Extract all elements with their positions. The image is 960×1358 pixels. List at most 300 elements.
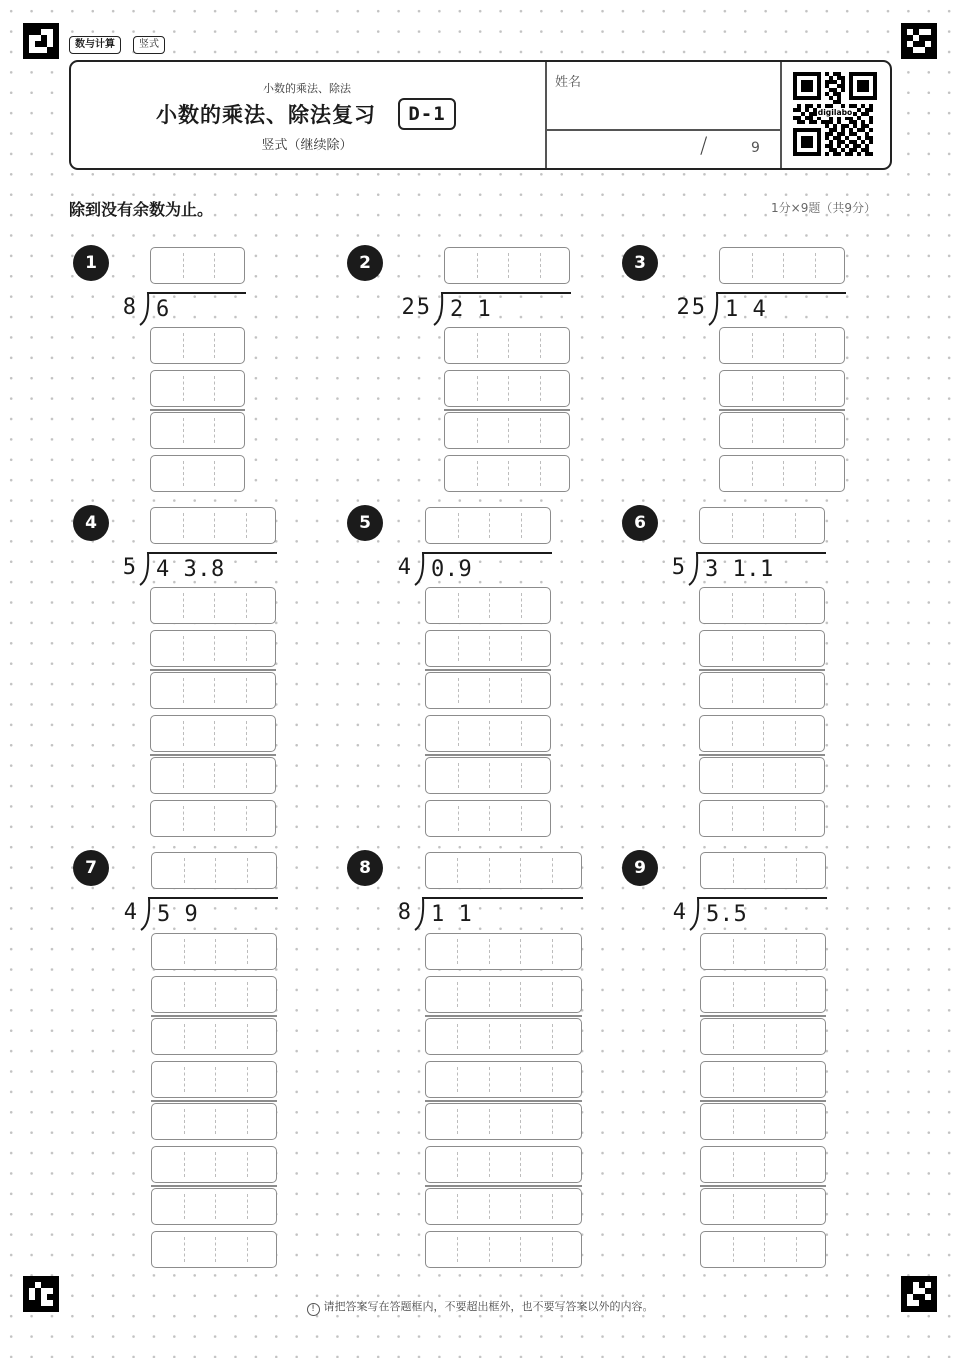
cell-divider <box>752 253 753 278</box>
work-row-box-7-3[interactable] <box>151 1018 277 1055</box>
cell-divider <box>520 1024 521 1049</box>
worksheet-subtitle-top: 小数的乘法、除法 <box>263 82 351 95</box>
cell-divider <box>540 253 541 278</box>
cell-divider <box>732 763 733 788</box>
cell-divider <box>458 636 459 661</box>
problem-number-6: 6 <box>622 505 658 541</box>
cell-divider <box>214 253 215 278</box>
cell-divider <box>183 461 184 486</box>
cell-divider <box>489 1024 490 1049</box>
cell-divider <box>796 1024 797 1049</box>
cell-divider <box>520 1067 521 1092</box>
problem-number-7: 7 <box>73 850 109 886</box>
cell-divider <box>521 721 522 746</box>
name-label: 姓名 <box>555 75 582 90</box>
quotient-answer-box-5[interactable] <box>425 507 551 544</box>
cell-divider <box>764 939 765 964</box>
problem-number-8: 8 <box>347 850 383 886</box>
cell-divider <box>215 1237 216 1262</box>
work-row-box-3-3[interactable] <box>719 412 845 449</box>
divisor-9: 4 <box>672 900 688 925</box>
cell-divider <box>458 513 459 538</box>
subtraction-line <box>700 1185 826 1187</box>
work-row-box-9-2[interactable] <box>700 976 826 1013</box>
work-row-box-4-6[interactable] <box>150 800 276 837</box>
cell-divider <box>815 418 816 443</box>
cell-divider <box>183 721 184 746</box>
division-bracket-1 <box>136 291 247 327</box>
cell-divider <box>520 1152 521 1177</box>
cell-divider <box>489 513 490 538</box>
qr-code <box>793 72 877 156</box>
work-row-box-6-6[interactable] <box>699 800 825 837</box>
quotient-answer-box-6[interactable] <box>699 507 825 544</box>
work-row-box-2-2[interactable] <box>444 370 570 407</box>
cell-divider <box>246 513 247 538</box>
work-row-box-7-8[interactable] <box>151 1231 277 1268</box>
cell-divider <box>184 1024 185 1049</box>
cell-divider <box>215 1067 216 1092</box>
cell-divider <box>489 858 490 883</box>
worksheet-subtitle-bottom: 竖式（继续除） <box>261 138 353 153</box>
subtraction-line <box>425 1100 582 1102</box>
cell-divider <box>783 333 784 358</box>
work-row-box-3-4[interactable] <box>719 455 845 492</box>
cell-divider <box>247 1237 248 1262</box>
cell-divider <box>796 1109 797 1134</box>
dividend-3: 1 4 <box>725 297 767 322</box>
cell-divider <box>763 763 764 788</box>
cell-divider <box>247 1024 248 1049</box>
cell-divider <box>215 1109 216 1134</box>
registration-marker-top-left <box>23 23 59 59</box>
work-row-box-8-7[interactable] <box>425 1188 582 1225</box>
cell-divider <box>508 418 509 443</box>
cell-divider <box>796 1237 797 1262</box>
subtraction-line <box>150 669 276 671</box>
work-row-box-6-4[interactable] <box>699 715 825 752</box>
work-row-box-9-7[interactable] <box>700 1188 826 1225</box>
cell-divider <box>183 678 184 703</box>
cell-divider <box>764 1024 765 1049</box>
cell-divider <box>214 763 215 788</box>
cell-divider <box>183 806 184 831</box>
dividend-9: 5.5 <box>706 902 748 927</box>
work-row-box-8-1[interactable] <box>425 933 582 970</box>
worksheet-title: 小数的乘法、除法复习 <box>156 103 376 127</box>
work-row-box-7-7[interactable] <box>151 1188 277 1225</box>
cell-divider <box>215 858 216 883</box>
cell-divider <box>489 678 490 703</box>
cell-divider <box>733 1024 734 1049</box>
cell-divider <box>540 418 541 443</box>
work-row-box-9-5[interactable] <box>700 1103 826 1140</box>
divisor-7: 4 <box>123 900 139 925</box>
cell-divider <box>214 418 215 443</box>
cell-divider <box>246 763 247 788</box>
problem-number-2: 2 <box>347 245 383 281</box>
work-row-box-7-4[interactable] <box>151 1061 277 1098</box>
cell-divider <box>457 939 458 964</box>
cell-divider <box>520 1237 521 1262</box>
cell-divider <box>733 939 734 964</box>
cell-divider <box>732 636 733 661</box>
score-slash: / <box>700 134 708 159</box>
work-row-box-2-3[interactable] <box>444 412 570 449</box>
cell-divider <box>184 1152 185 1177</box>
subtraction-line <box>150 754 276 756</box>
type-tag: 竖式 <box>133 36 165 54</box>
cell-divider <box>733 1067 734 1092</box>
cell-divider <box>489 939 490 964</box>
cell-divider <box>214 636 215 661</box>
cell-divider <box>752 376 753 401</box>
subtraction-line <box>425 669 551 671</box>
cell-divider <box>763 678 764 703</box>
cell-divider <box>489 1194 490 1219</box>
work-row-box-4-2[interactable] <box>150 630 276 667</box>
cell-divider <box>183 636 184 661</box>
cell-divider <box>458 678 459 703</box>
work-row-box-4-5[interactable] <box>150 757 276 794</box>
work-row-box-8-8[interactable] <box>425 1231 582 1268</box>
cell-divider <box>795 636 796 661</box>
work-row-box-5-3[interactable] <box>425 672 551 709</box>
divisor-8: 8 <box>397 900 413 925</box>
work-row-box-7-6[interactable] <box>151 1146 277 1183</box>
cell-divider <box>489 1152 490 1177</box>
divisor-5: 4 <box>397 555 413 580</box>
subtraction-line <box>425 1015 582 1017</box>
cell-divider <box>783 461 784 486</box>
quotient-answer-box-1[interactable] <box>150 247 245 284</box>
work-row-box-9-8[interactable] <box>700 1231 826 1268</box>
cell-divider <box>508 333 509 358</box>
cell-divider <box>732 593 733 618</box>
cell-divider <box>183 376 184 401</box>
cell-divider <box>214 721 215 746</box>
work-row-box-6-3[interactable] <box>699 672 825 709</box>
info-circle-icon: ! <box>307 1303 320 1316</box>
cell-divider <box>795 593 796 618</box>
work-row-box-3-1[interactable] <box>719 327 845 364</box>
cell-divider <box>458 593 459 618</box>
work-row-box-8-4[interactable] <box>425 1061 582 1098</box>
work-row-box-4-3[interactable] <box>150 672 276 709</box>
cell-divider <box>783 418 784 443</box>
quotient-answer-box-2[interactable] <box>444 247 570 284</box>
subtraction-line <box>425 754 551 756</box>
cell-divider <box>795 513 796 538</box>
cell-divider <box>733 1152 734 1177</box>
divisor-6: 5 <box>671 555 687 580</box>
dividend-5: 0.9 <box>431 557 473 582</box>
work-row-box-3-2[interactable] <box>719 370 845 407</box>
cell-divider <box>733 1109 734 1134</box>
cell-divider <box>457 1109 458 1134</box>
cell-divider <box>183 253 184 278</box>
cell-divider <box>247 858 248 883</box>
cell-divider <box>246 806 247 831</box>
quotient-answer-box-9[interactable] <box>700 852 826 889</box>
cell-divider <box>489 806 490 831</box>
cell-divider <box>184 1237 185 1262</box>
category-tag: 数与计算 <box>69 36 121 54</box>
cell-divider <box>521 636 522 661</box>
divisor-3: 25 <box>676 295 707 320</box>
problem-number-4: 4 <box>73 505 109 541</box>
work-row-box-8-3[interactable] <box>425 1018 582 1055</box>
cell-divider <box>764 1067 765 1092</box>
cell-divider <box>246 593 247 618</box>
cell-divider <box>489 1237 490 1262</box>
cell-divider <box>247 1152 248 1177</box>
divisor-2: 25 <box>401 295 432 320</box>
subtraction-line <box>151 1015 277 1017</box>
cell-divider <box>247 939 248 964</box>
cell-divider <box>795 678 796 703</box>
cell-divider <box>521 763 522 788</box>
cell-divider <box>246 721 247 746</box>
cell-divider <box>521 593 522 618</box>
work-row-box-1-2[interactable] <box>150 370 245 407</box>
work-row-box-2-4[interactable] <box>444 455 570 492</box>
cell-divider <box>795 763 796 788</box>
cell-divider <box>732 806 733 831</box>
problem-number-1: 1 <box>73 245 109 281</box>
subtraction-line <box>699 669 825 671</box>
instruction-text: 除到没有余数为止。 <box>69 200 214 219</box>
quotient-answer-box-7[interactable] <box>151 852 277 889</box>
subtraction-line <box>699 754 825 756</box>
cell-divider <box>183 333 184 358</box>
cell-divider <box>508 253 509 278</box>
cell-divider <box>457 1237 458 1262</box>
cell-divider <box>477 333 478 358</box>
cell-divider <box>540 461 541 486</box>
cell-divider <box>733 858 734 883</box>
cell-divider <box>477 461 478 486</box>
cell-divider <box>552 1152 553 1177</box>
cell-divider <box>796 1067 797 1092</box>
cell-divider <box>457 1024 458 1049</box>
cell-divider <box>215 939 216 964</box>
cell-divider <box>477 253 478 278</box>
worksheet-code-badge: D-1 <box>398 98 456 130</box>
cell-divider <box>815 461 816 486</box>
cell-divider <box>521 513 522 538</box>
work-row-box-5-4[interactable] <box>425 715 551 752</box>
cell-divider <box>246 678 247 703</box>
cell-divider <box>795 721 796 746</box>
cell-divider <box>457 1194 458 1219</box>
dividend-4: 4 3.8 <box>156 557 225 582</box>
cell-divider <box>247 1194 248 1219</box>
subtraction-line <box>444 409 570 411</box>
work-row-box-8-2[interactable] <box>425 976 582 1013</box>
cell-divider <box>184 939 185 964</box>
work-row-box-4-4[interactable] <box>150 715 276 752</box>
cell-divider <box>732 513 733 538</box>
subtraction-line <box>700 1100 826 1102</box>
cell-divider <box>764 1152 765 1177</box>
cell-divider <box>215 1024 216 1049</box>
cell-divider <box>214 513 215 538</box>
cell-divider <box>489 1067 490 1092</box>
cell-divider <box>796 939 797 964</box>
cell-divider <box>184 858 185 883</box>
cell-divider <box>183 593 184 618</box>
work-row-box-4-1[interactable] <box>150 587 276 624</box>
cell-divider <box>796 1194 797 1219</box>
quotient-answer-box-3[interactable] <box>719 247 845 284</box>
cell-divider <box>458 806 459 831</box>
quotient-answer-box-4[interactable] <box>150 507 276 544</box>
cell-divider <box>815 376 816 401</box>
cell-divider <box>763 513 764 538</box>
cell-divider <box>184 982 185 1007</box>
cell-divider <box>520 858 521 883</box>
cell-divider <box>184 1109 185 1134</box>
cell-divider <box>489 763 490 788</box>
name-field[interactable] <box>548 64 776 126</box>
cell-divider <box>552 939 553 964</box>
footer-text: 请把答案写在答题框内，不要超出框外，也不要写答案以外的内容。 <box>323 1300 654 1313</box>
work-row-box-7-5[interactable] <box>151 1103 277 1140</box>
dividend-8: 1 1 <box>431 902 473 927</box>
cell-divider <box>184 1194 185 1219</box>
cell-divider <box>764 1194 765 1219</box>
work-row-box-5-5[interactable] <box>425 757 551 794</box>
subtraction-line <box>151 1185 277 1187</box>
subtraction-line <box>425 1185 582 1187</box>
cell-divider <box>763 593 764 618</box>
dividend-6: 3 1.1 <box>705 557 774 582</box>
score-total: 9 <box>751 140 760 156</box>
subtraction-line <box>700 1015 826 1017</box>
cell-divider <box>783 253 784 278</box>
problem-number-9: 9 <box>622 850 658 886</box>
cell-divider <box>214 461 215 486</box>
cell-divider <box>457 1152 458 1177</box>
dividend-7: 5 9 <box>157 902 199 927</box>
work-row-box-1-4[interactable] <box>150 455 245 492</box>
cell-divider <box>508 461 509 486</box>
work-row-box-6-5[interactable] <box>699 757 825 794</box>
cell-divider <box>763 636 764 661</box>
cell-divider <box>815 333 816 358</box>
cell-divider <box>733 982 734 1007</box>
cell-divider <box>214 678 215 703</box>
cell-divider <box>183 418 184 443</box>
cell-divider <box>552 1237 553 1262</box>
cell-divider <box>214 333 215 358</box>
quotient-answer-box-8[interactable] <box>425 852 582 889</box>
cell-divider <box>508 376 509 401</box>
cell-divider <box>521 678 522 703</box>
work-row-box-1-1[interactable] <box>150 327 245 364</box>
cell-divider <box>214 376 215 401</box>
cell-divider <box>520 982 521 1007</box>
cell-divider <box>764 1109 765 1134</box>
cell-divider <box>183 763 184 788</box>
cell-divider <box>763 721 764 746</box>
work-row-box-5-1[interactable] <box>425 587 551 624</box>
work-row-box-9-4[interactable] <box>700 1061 826 1098</box>
cell-divider <box>183 513 184 538</box>
cell-divider <box>184 1067 185 1092</box>
problem-number-3: 3 <box>622 245 658 281</box>
cell-divider <box>732 678 733 703</box>
work-row-box-9-6[interactable] <box>700 1146 826 1183</box>
footer-note <box>0 1298 960 1316</box>
qr-label: digilabo <box>817 107 853 117</box>
divisor-1: 8 <box>122 295 138 320</box>
cell-divider <box>783 376 784 401</box>
cell-divider <box>733 1237 734 1262</box>
cell-divider <box>733 1194 734 1219</box>
cell-divider <box>247 1067 248 1092</box>
cell-divider <box>552 858 553 883</box>
cell-divider <box>552 982 553 1007</box>
work-row-box-5-2[interactable] <box>425 630 551 667</box>
cell-divider <box>752 461 753 486</box>
cell-divider <box>215 1152 216 1177</box>
work-row-box-1-3[interactable] <box>150 412 245 449</box>
work-row-box-6-2[interactable] <box>699 630 825 667</box>
cell-divider <box>815 253 816 278</box>
cell-divider <box>521 806 522 831</box>
cell-divider <box>477 376 478 401</box>
cell-divider <box>796 982 797 1007</box>
work-row-box-7-2[interactable] <box>151 976 277 1013</box>
work-row-box-8-5[interactable] <box>425 1103 582 1140</box>
dividend-2: 2 1 <box>450 297 492 322</box>
cell-divider <box>489 636 490 661</box>
cell-divider <box>215 982 216 1007</box>
work-row-box-5-6[interactable] <box>425 800 551 837</box>
cell-divider <box>752 418 753 443</box>
cell-divider <box>520 1109 521 1134</box>
cell-divider <box>764 1237 765 1262</box>
work-row-box-8-6[interactable] <box>425 1146 582 1183</box>
cell-divider <box>489 982 490 1007</box>
cell-divider <box>457 1067 458 1092</box>
work-row-box-9-1[interactable] <box>700 933 826 970</box>
cell-divider <box>540 333 541 358</box>
registration-marker-top-right <box>901 23 937 59</box>
cell-divider <box>457 858 458 883</box>
cell-divider <box>520 1194 521 1219</box>
cell-divider <box>732 721 733 746</box>
points-note: 1分×9题（共9分） <box>771 201 876 215</box>
work-row-box-2-1[interactable] <box>444 327 570 364</box>
work-row-box-6-1[interactable] <box>699 587 825 624</box>
cell-divider <box>520 939 521 964</box>
cell-divider <box>247 1109 248 1134</box>
divisor-4: 5 <box>122 555 138 580</box>
cell-divider <box>540 376 541 401</box>
subtraction-line <box>151 1100 277 1102</box>
cell-divider <box>764 982 765 1007</box>
work-row-box-9-3[interactable] <box>700 1018 826 1055</box>
dividend-1: 6 <box>156 297 170 322</box>
cell-divider <box>552 1067 553 1092</box>
cell-divider <box>215 1194 216 1219</box>
cell-divider <box>764 858 765 883</box>
work-row-box-7-1[interactable] <box>151 933 277 970</box>
cell-divider <box>552 1109 553 1134</box>
